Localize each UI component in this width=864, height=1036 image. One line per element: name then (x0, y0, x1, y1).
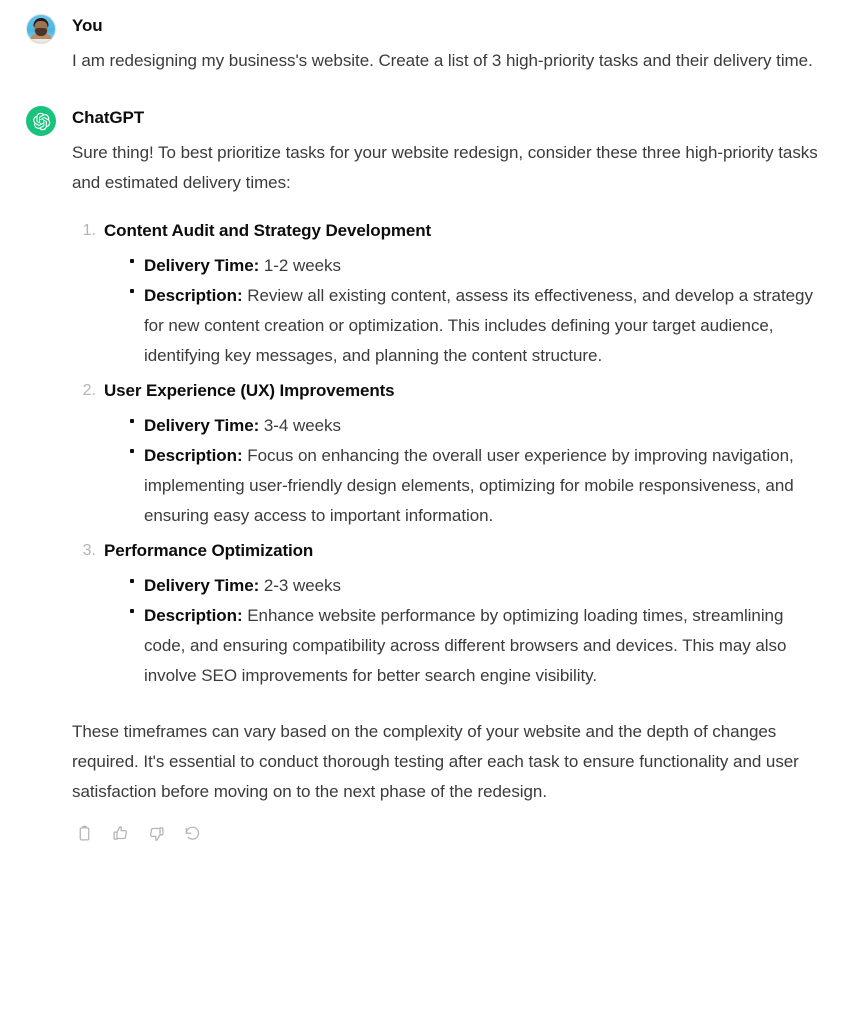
description-value: Focus on enhancing the overall user experience by improving navigation, implementing user-friendly design elements, optimizing for mobile responsiveness, and ensuring easy access to important information. (144, 446, 794, 525)
assistant-avatar-column (26, 104, 72, 136)
copy-button[interactable] (74, 823, 94, 843)
list-item (72, 536, 828, 691)
task-detail-list (104, 411, 828, 531)
delivery-time-label: Delivery Time: (144, 416, 260, 435)
assistant-intro-text: Sure thing! To best prioritize tasks for your website redesign, consider these three high-priority tasks and estimated delivery times: (72, 143, 818, 192)
assistant-author-name: ChatGPT (72, 108, 145, 127)
avatar (26, 14, 56, 44)
avatar-shirt (28, 39, 54, 43)
delivery-time-item (130, 411, 828, 441)
openai-logo-icon (26, 106, 56, 136)
thumbs-up-button[interactable] (110, 823, 130, 843)
delivery-time-item (130, 251, 828, 281)
delivery-time-label: Delivery Time: (144, 256, 260, 275)
task-detail-list (104, 571, 828, 691)
description-item (130, 441, 828, 531)
thumbs-down-icon (148, 825, 165, 842)
task-title: Content Audit and Strategy Development (104, 221, 432, 240)
regenerate-icon (184, 825, 201, 842)
description-label: Description: (144, 286, 243, 305)
user-author-name: You (72, 16, 103, 35)
delivery-time-item (130, 571, 828, 601)
thumbs-up-icon (112, 825, 129, 842)
description-item (130, 601, 828, 691)
task-detail-list (104, 251, 828, 371)
thumbs-down-button[interactable] (146, 823, 166, 843)
description-value: Review all existing content, assess its effectiveness, and develop a strategy for new content creation or optimization. This includes defining your target audience, identifying key messages, and planning the content structure. (144, 286, 813, 365)
regenerate-button[interactable] (182, 823, 202, 843)
task-title: Performance Optimization (104, 541, 314, 560)
delivery-time-label: Delivery Time: (144, 576, 260, 595)
description-item (130, 281, 828, 371)
delivery-time-value: 1-2 weeks (259, 256, 341, 275)
delivery-time-value: 3-4 weeks (259, 416, 341, 435)
user-avatar-column (26, 12, 72, 44)
description-value: Enhance website performance by optimizing loading times, streamlining code, and ensuring compatibility across different browsers and devices. This may also involve SEO improvements for better search engine visibility. (144, 606, 787, 685)
task-list (72, 216, 828, 691)
copy-icon (76, 825, 93, 842)
user-message (0, 12, 864, 76)
task-title: User Experience (UX) Improvements (104, 381, 395, 400)
assistant-closing-text: These timeframes can vary based on the complexity of your website and the depth of changes required. It's essential to conduct thorough testing after each task to ensure functionality and user satisfaction before moving on to the next phase of the redesign. (72, 722, 799, 801)
assistant-message-content (72, 104, 838, 843)
description-label: Description: (144, 606, 243, 625)
assistant-message (0, 104, 864, 843)
conversation-thread (0, 12, 864, 843)
message-action-bar (72, 823, 828, 843)
user-message-text: I am redesigning my business's website. Create a list of 3 high-priority tasks and their delivery time. (72, 51, 813, 70)
description-label: Description: (144, 446, 243, 465)
user-message-content (72, 12, 838, 76)
delivery-time-value: 2-3 weeks (259, 576, 341, 595)
list-item (72, 216, 828, 371)
list-item (72, 376, 828, 531)
